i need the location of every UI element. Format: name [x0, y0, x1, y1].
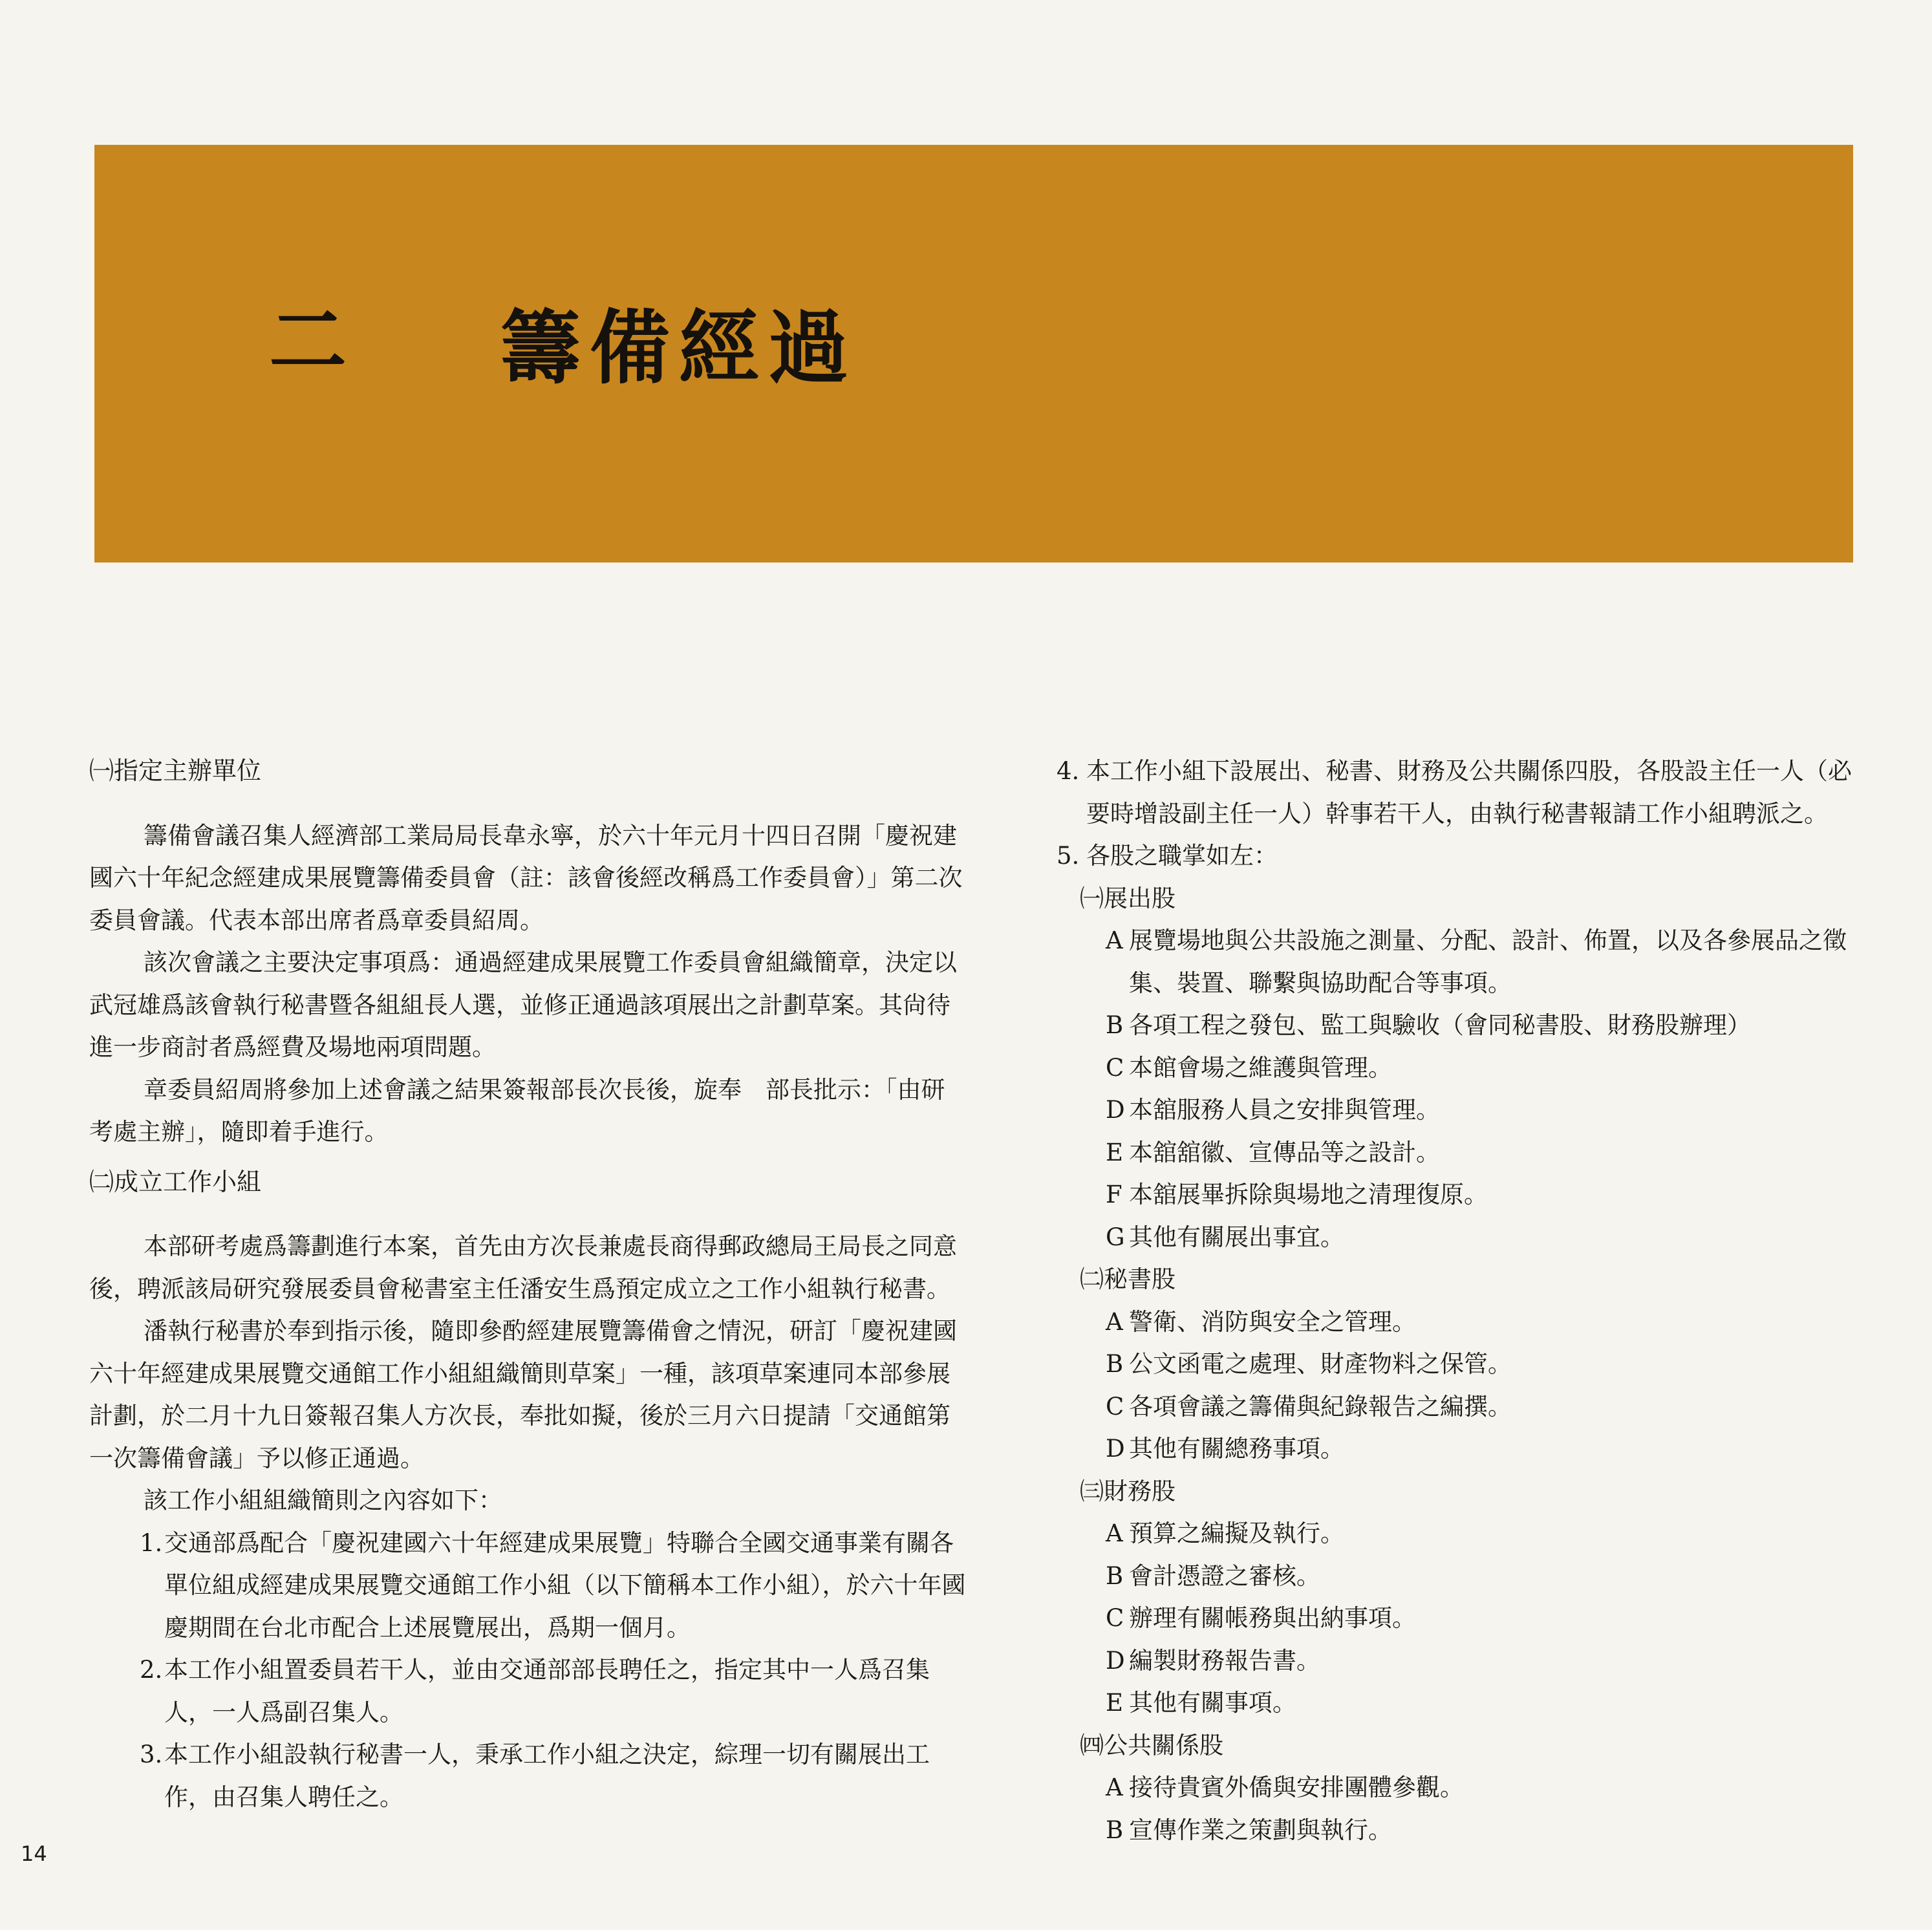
- duty-text: 其他有關總務事項。: [1129, 1435, 1344, 1463]
- list-item-number: 2.: [140, 1656, 163, 1684]
- duty-text: 展覽場地與公共設施之測量、分配、設計、佈置，以及各參展品之徵集、裝置、聯繫與協助配合等事項。: [1129, 927, 1847, 997]
- duty-text: 會計憑證之審核。: [1129, 1561, 1320, 1590]
- duty-letter: A: [1106, 1519, 1123, 1547]
- list-item: [89, 1522, 969, 1649]
- list-item-number: 3.: [140, 1741, 163, 1768]
- duty-item: [1057, 1131, 1871, 1174]
- duty-letter: C: [1106, 1053, 1124, 1082]
- duty-item: [1057, 1386, 1871, 1428]
- list-item-text: 本工作小組置委員若干人，並由交通部部長聘任之，指定其中一人爲召集人，一人爲副召集人。: [164, 1656, 930, 1726]
- duty-item: [1057, 1555, 1871, 1598]
- subsection-heading: ㈣公共關係股: [1080, 1731, 1223, 1759]
- duty-item: [1057, 1301, 1871, 1344]
- chapter-banner: [94, 145, 1853, 563]
- list-item-text: 本工作小組設執行秘書一人，秉承工作小組之決定，綜理一切有關展出工作，由召集人聘任之。: [164, 1741, 930, 1811]
- duty-text: 本舘服務人員之安排與管理。: [1129, 1096, 1440, 1124]
- left-column: [89, 750, 969, 1818]
- duty-item: [1057, 1216, 1871, 1259]
- duty-text: 辦理有關帳務與出納事項。: [1129, 1604, 1416, 1632]
- duty-item: [1057, 1809, 1871, 1852]
- duty-letter: B: [1106, 1011, 1124, 1039]
- duty-text: 本舘展畢拆除與場地之清理復原。: [1129, 1181, 1488, 1208]
- list-item-text: 各股之職掌如左：: [1086, 842, 1278, 870]
- subsection-heading: ㈡秘書股: [1080, 1265, 1175, 1293]
- chapter-number: 二: [269, 297, 347, 387]
- paragraph: 章委員紹周將參加上述會議之結果簽報部長次長後，旋奉 部長批示：「由研考處主辦」，隨即着手進行。: [89, 1075, 945, 1146]
- paragraph: 籌備會議召集人經濟部工業局局長韋永寧，於六十年元月十四日召開「慶祝建國六十年紀念經建成果展覽籌備委員會（註：該會後經改稱爲工作委員會）」第二次委員會議。代表本部出席者爲章委員紹周。: [89, 821, 963, 934]
- duty-item: [1057, 1047, 1871, 1089]
- duty-letter: B: [1106, 1816, 1124, 1844]
- duty-text: 警衛、消防與安全之管理。: [1129, 1307, 1416, 1336]
- list-item-text: 交通部爲配合「慶祝建國六十年經建成果展覽」特聯合全國交通事業有關各單位組成經建成果展覽交通館工作小組（以下簡稱本工作小組），於六十年國慶期間在台北市配合上述展覽展出，爲期一個月。: [164, 1528, 966, 1642]
- right-column: [1057, 750, 1871, 1851]
- section-heading-2: ㈡成立工作小組: [89, 1167, 262, 1196]
- duty-letter: C: [1106, 1392, 1124, 1421]
- chapter-title: 籌備經過: [500, 302, 858, 395]
- duty-letter: B: [1106, 1350, 1124, 1378]
- duty-item: [1057, 1004, 1871, 1047]
- duty-text: 其他有關事項。: [1129, 1689, 1296, 1717]
- duty-item: [1057, 919, 1871, 1004]
- list-item: [89, 1649, 969, 1733]
- duty-letter: A: [1106, 1774, 1123, 1801]
- duty-letter: E: [1106, 1689, 1124, 1717]
- paragraph: 該次會議之主要決定事項爲：通過經建成果展覽工作委員會組織簡章，決定以武冠雄爲該會執行秘書暨各組組長人選，並修正通過該項展出之計劃草案。其尙待進一步商討者爲經費及場地兩項問題。: [89, 949, 957, 1061]
- paragraph: 本部研考處爲籌劃進行本案，首先由方次長兼處長商得郵政總局王局長之同意後，聘派該局研究發展委員會秘書室主任潘安生爲預定成立之工作小組執行秘書。: [89, 1232, 957, 1303]
- duty-item: [1057, 1428, 1871, 1470]
- duty-text: 本舘舘徽、宣傳品等之設計。: [1129, 1138, 1440, 1166]
- duty-text: 公文函電之處理、財產物料之保管。: [1129, 1350, 1512, 1378]
- paragraph: 潘執行秘書於奉到指示後，隨即參酌經建展覽籌備會之情況，研訂「慶祝建國六十年經建成果展覽交通館工作小組組織簡則草案」一種，該項草案連同本部參展計劃，於二月十九日簽報召集人方次長，奉批如擬，後於三月六日提請「交通館第一次籌備會議」予以修正通過。: [89, 1317, 957, 1472]
- duty-item: [1057, 1174, 1871, 1216]
- list-item: [1057, 835, 1871, 877]
- duty-letter: D: [1106, 1435, 1125, 1463]
- subsection-heading: ㈢財務股: [1080, 1477, 1175, 1505]
- duty-item: [1057, 1682, 1871, 1724]
- duty-text: 預算之編擬及執行。: [1129, 1519, 1344, 1547]
- duty-item: [1057, 1766, 1871, 1809]
- duty-item: [1057, 1089, 1871, 1131]
- list-item-number: 4.: [1057, 757, 1080, 785]
- duty-item: [1057, 1640, 1871, 1682]
- duty-letter: A: [1106, 1307, 1123, 1336]
- duty-letter: D: [1106, 1646, 1125, 1675]
- paragraph: 該工作小組組織簡則之內容如下：: [144, 1486, 502, 1514]
- duty-text: 其他有關展出事宜。: [1129, 1223, 1344, 1251]
- duty-text: 各項工程之發包、監工與驗收（會同秘書股、財務股辦理）: [1129, 1011, 1751, 1039]
- section-heading-1: ㈠指定主辦單位: [89, 756, 262, 785]
- duty-letter: F: [1106, 1181, 1122, 1208]
- duty-item: [1057, 1512, 1871, 1555]
- duty-item: [1057, 1597, 1871, 1640]
- duty-letter: A: [1106, 927, 1123, 954]
- list-item: [1057, 750, 1871, 835]
- list-item-number: 5.: [1057, 842, 1080, 870]
- list-item-text: 本工作小組下設展出、秘書、財務及公共關係四股，各股設主任一人（必要時增設副主任一人）幹事若干人，由執行秘書報請工作小組聘派之。: [1086, 757, 1852, 828]
- duty-text: 本館會場之維護與管理。: [1129, 1053, 1392, 1082]
- list-item-number: 1.: [140, 1528, 163, 1557]
- duty-text: 接待貴賓外僑與安排團體參觀。: [1129, 1774, 1464, 1801]
- list-item: [89, 1733, 969, 1818]
- duty-letter: B: [1106, 1561, 1124, 1590]
- duty-item: [1057, 1343, 1871, 1386]
- duty-letter: C: [1106, 1604, 1124, 1632]
- duty-letter: D: [1106, 1096, 1125, 1124]
- subsection-heading: ㈠展出股: [1080, 884, 1175, 912]
- duty-text: 各項會議之籌備與紀錄報告之編撰。: [1129, 1392, 1512, 1421]
- duty-letter: E: [1106, 1138, 1124, 1166]
- duty-text: 宣傳作業之策劃與執行。: [1129, 1816, 1392, 1844]
- page-number: 14: [21, 1841, 47, 1866]
- duty-letter: G: [1106, 1223, 1125, 1251]
- duty-text: 編製財務報告書。: [1129, 1646, 1320, 1675]
